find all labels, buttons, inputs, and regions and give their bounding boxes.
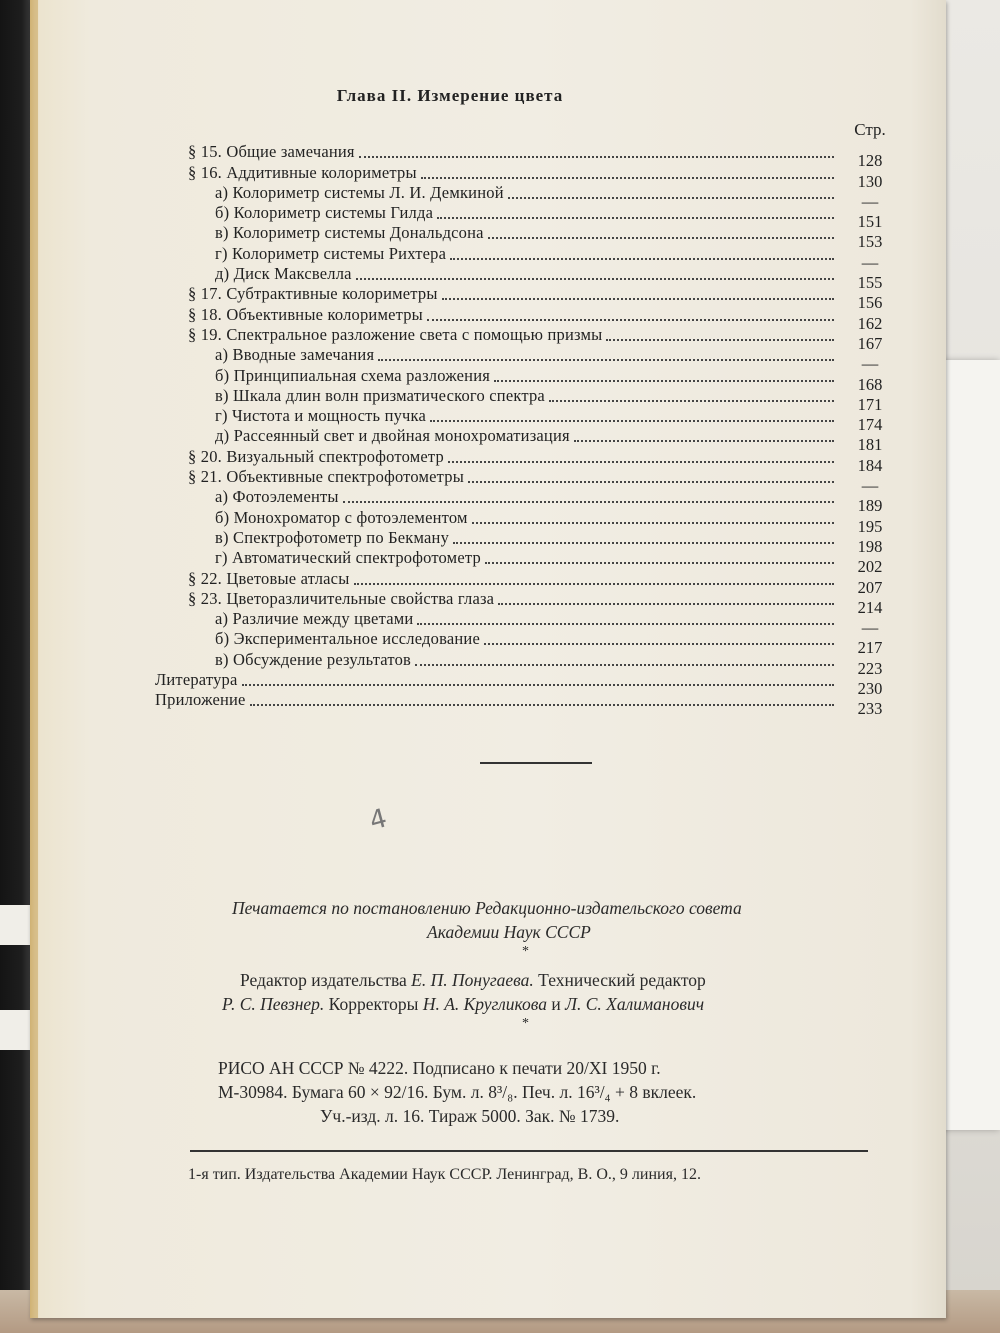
- toc-entry-line: [155, 690, 900, 719]
- toc-leader-dots: [488, 236, 834, 239]
- toc-entry: [155, 507, 900, 536]
- toc-leader-dots: [354, 582, 835, 585]
- toc-page-number: 174: [857, 415, 883, 435]
- toc-entry: [155, 426, 900, 455]
- toc-entry: [155, 203, 900, 232]
- toc-entry-title: § 18. Объективные колориметры: [188, 304, 423, 324]
- toc-entry: [155, 548, 900, 577]
- chapter-title: Глава II. Измерение цвета: [336, 86, 564, 105]
- toc-entry: [155, 690, 900, 719]
- toc-entry-title: § 21. Объективные спектрофотометры: [188, 467, 465, 487]
- toc-page-number: 207: [857, 577, 883, 597]
- toc-entry-line: [215, 243, 900, 272]
- toc-page-number: —: [861, 618, 879, 638]
- bottom-rule: [190, 1150, 868, 1152]
- and-word: и: [551, 994, 561, 1014]
- toc-entry-title: в) Колориметр системы Дональдсона: [215, 223, 484, 243]
- toc-entry-line: [215, 406, 900, 435]
- toc-entry-line: [215, 385, 900, 414]
- toc-entry-title: д) Диск Максвелла: [215, 264, 352, 284]
- toc-entry-line: [188, 467, 900, 496]
- toc-entry: [155, 385, 900, 414]
- decree-line: Печатается по постановлению Редакционно-издательского совета: [232, 898, 742, 918]
- toc-entry: [155, 243, 900, 272]
- toc-entry: [155, 264, 900, 293]
- toc-entry-title: § 17. Субтрактивные колориметры: [188, 284, 438, 304]
- toc-entry-title: в) Шкала длин волн призматического спектра: [215, 385, 545, 405]
- toc-entry: [155, 223, 900, 252]
- toc-page-number: 184: [857, 455, 883, 475]
- toc-page-number: 181: [857, 435, 883, 455]
- toc-entry-title: в) Спектрофотометр по Бекману: [215, 527, 450, 547]
- toc-leader-dots: [430, 419, 834, 422]
- toc-leader-dots: [549, 399, 834, 402]
- editors-line: [240, 970, 706, 991]
- toc-entry-title: г) Автоматический спектрофотометр: [215, 548, 481, 568]
- toc-leader-dots: [472, 521, 834, 524]
- toc-entry-title: Приложение: [155, 690, 246, 710]
- toc-entry: [155, 527, 900, 556]
- toc-entry-line: [188, 304, 900, 333]
- toc-entry: [155, 467, 900, 496]
- imprint-line: М-30984. Бумага 60 × 92/16. Бум. л. 8³/₈. Печ. л. 16³/₄ + 8 вклеек.: [218, 1082, 697, 1102]
- editor-prefix: Редактор издательства: [240, 970, 407, 990]
- toc-entry-title: а) Различие между цветами: [215, 609, 414, 629]
- toc-entry-line: [188, 446, 900, 475]
- toc-entry-line: [188, 588, 900, 617]
- toc-page-number: 198: [857, 536, 883, 556]
- proofreaders-line: [222, 994, 704, 1015]
- toc-page-number: 155: [857, 273, 883, 293]
- proofreader-name: Л. С. Халиманович: [565, 994, 705, 1014]
- proofreaders-label: Корректоры: [328, 994, 419, 1014]
- toc-entry-line: [215, 182, 900, 211]
- page-edge: [30, 0, 38, 1318]
- toc-entry-line: [215, 223, 900, 252]
- toc-entry: [155, 487, 900, 516]
- toc-entry: [155, 162, 900, 191]
- tech-editor-label: Технический редактор: [538, 970, 706, 990]
- toc-entry-line: [215, 629, 900, 658]
- toc-entry-line: [188, 568, 900, 597]
- toc-entry: [155, 406, 900, 435]
- toc-entry: [155, 284, 900, 313]
- table-of-contents: [155, 142, 900, 719]
- toc-page-number: 202: [857, 557, 883, 577]
- toc-entry-line: [188, 284, 900, 313]
- toc-leader-dots: [468, 480, 834, 483]
- tech-editor-name: Р. С. Певзнер.: [222, 994, 325, 1014]
- toc-leader-dots: [484, 642, 834, 645]
- toc-leader-dots: [442, 297, 834, 300]
- toc-entry: [155, 568, 900, 597]
- decree-line: Академии Наук СССР: [427, 922, 591, 942]
- toc-page-number: 217: [857, 638, 883, 658]
- toc-entry-line: [215, 264, 900, 293]
- toc-entry-line: [215, 548, 900, 577]
- proofreader-name: Н. А. Кругликова: [422, 994, 548, 1014]
- toc-entry: [155, 588, 900, 617]
- imprint-line: РИСО АН СССР № 4222. Подписано к печати 20/XI 1950 г.: [218, 1058, 661, 1078]
- toc-entry-line: [155, 670, 900, 699]
- toc-page-number: 168: [857, 374, 883, 394]
- toc-leader-dots: [437, 216, 834, 219]
- toc-page-number: —: [861, 354, 879, 374]
- toc-entry-title: § 16. Аддитивные колориметры: [188, 162, 417, 182]
- toc-entry: [155, 670, 900, 699]
- toc-leader-dots: [574, 439, 834, 442]
- toc-page-number: 233: [857, 699, 883, 719]
- toc-page-number: 153: [857, 232, 883, 252]
- toc-page-number: 162: [857, 313, 883, 333]
- toc-leader-dots: [356, 277, 834, 280]
- toc-entry-line: [215, 649, 900, 678]
- toc-page-number: 195: [857, 516, 883, 536]
- page-column-header: Стр.: [854, 120, 886, 139]
- toc-entry-line: [215, 365, 900, 394]
- toc-leader-dots: [494, 379, 834, 382]
- separator-line: [480, 762, 592, 764]
- toc-entry-line: [188, 162, 900, 191]
- toc-entry-title: § 23. Цветоразличительные свойства глаза: [188, 588, 495, 608]
- toc-leader-dots: [427, 318, 834, 321]
- toc-page-number: 130: [857, 171, 883, 191]
- toc-leader-dots: [250, 703, 834, 706]
- toc-page-number: 223: [857, 658, 883, 678]
- toc-page-number: 151: [857, 212, 883, 232]
- toc-entry-line: [215, 507, 900, 536]
- separator-star: *: [522, 944, 529, 959]
- toc-entry-line: [215, 345, 900, 374]
- toc-entry-title: г) Колориметр системы Рихтера: [215, 243, 447, 263]
- toc-entry: [155, 304, 900, 333]
- toc-entry-title: а) Вводные замечания: [215, 345, 375, 365]
- toc-entry: [155, 182, 900, 211]
- editor-name: Е. П. Понугаева.: [411, 970, 534, 990]
- imprint-line: Уч.-изд. л. 16. Тираж 5000. Зак. № 1739.: [320, 1106, 620, 1126]
- toc-page-number: —: [861, 476, 879, 496]
- toc-entry-title: г) Чистота и мощность пучка: [215, 406, 427, 426]
- toc-entry-line: [215, 609, 900, 638]
- toc-page-number: 230: [857, 679, 883, 699]
- toc-entry: [155, 142, 900, 171]
- toc-entry-line: [188, 142, 900, 171]
- toc-entry: [155, 649, 900, 678]
- printer-line: 1-я тип. Издательства Академии Наук СССР. Ленинград, В. О., 9 линия, 12.: [188, 1166, 701, 1183]
- toc-entry-title: а) Фотоэлементы: [215, 487, 339, 507]
- toc-entry-title: б) Монохроматор с фотоэлементом: [215, 507, 468, 527]
- toc-entry: [155, 629, 900, 658]
- toc-entry-title: в) Обсуждение результатов: [215, 649, 412, 669]
- toc-leader-dots: [448, 460, 834, 463]
- toc-leader-dots: [415, 663, 834, 666]
- toc-leader-dots: [421, 176, 834, 179]
- toc-entry-title: д) Рассеянный свет и двойная монохроматизация: [215, 426, 570, 446]
- toc-leader-dots: [417, 622, 834, 625]
- toc-entry-line: [215, 527, 900, 556]
- toc-entry-title: § 20. Визуальный спектрофотометр: [188, 446, 444, 466]
- toc-entry: [155, 446, 900, 475]
- toc-leader-dots: [508, 196, 834, 199]
- pencil-mark: 4: [366, 803, 391, 837]
- toc-entry: [155, 324, 900, 353]
- toc-entry-line: [215, 203, 900, 232]
- toc-entry: [155, 609, 900, 638]
- toc-entry: [155, 345, 900, 374]
- toc-page-number: 171: [857, 394, 883, 414]
- toc-leader-dots: [450, 257, 834, 260]
- toc-leader-dots: [378, 358, 834, 361]
- toc-entry-title: § 22. Цветовые атласы: [188, 568, 350, 588]
- separator-star: *: [522, 1016, 529, 1031]
- toc-entry-line: [215, 426, 900, 455]
- toc-page-number: 167: [857, 333, 883, 353]
- toc-leader-dots: [498, 602, 834, 605]
- toc-page-number: 189: [857, 496, 883, 516]
- toc-page-number: 214: [857, 597, 883, 617]
- toc-page-number: —: [861, 191, 879, 211]
- toc-page-number: 156: [857, 293, 883, 313]
- toc-leader-dots: [606, 338, 834, 341]
- toc-leader-dots: [453, 541, 834, 544]
- toc-leader-dots: [242, 683, 834, 686]
- toc-entry: [155, 365, 900, 394]
- toc-entry-title: Литература: [155, 670, 238, 690]
- toc-entry-title: а) Колориметр системы Л. И. Демкиной: [215, 182, 504, 202]
- toc-leader-dots: [359, 155, 834, 158]
- toc-page-number: —: [861, 252, 879, 272]
- adjacent-card: [944, 360, 1000, 1130]
- toc-entry-line: [215, 487, 900, 516]
- toc-entry-title: § 19. Спектральное разложение света с помощью призмы: [188, 324, 603, 344]
- toc-entry-title: б) Принципиальная схема разложения: [215, 365, 491, 385]
- toc-entry-title: § 15. Общие замечания: [188, 142, 355, 162]
- toc-leader-dots: [343, 500, 834, 503]
- toc-entry-line: [188, 324, 900, 353]
- toc-page-number: 128: [857, 151, 883, 171]
- toc-entry-title: б) Колориметр системы Гилда: [215, 203, 434, 223]
- toc-entry-title: б) Экспериментальное исследование: [215, 629, 480, 649]
- toc-leader-dots: [485, 561, 834, 564]
